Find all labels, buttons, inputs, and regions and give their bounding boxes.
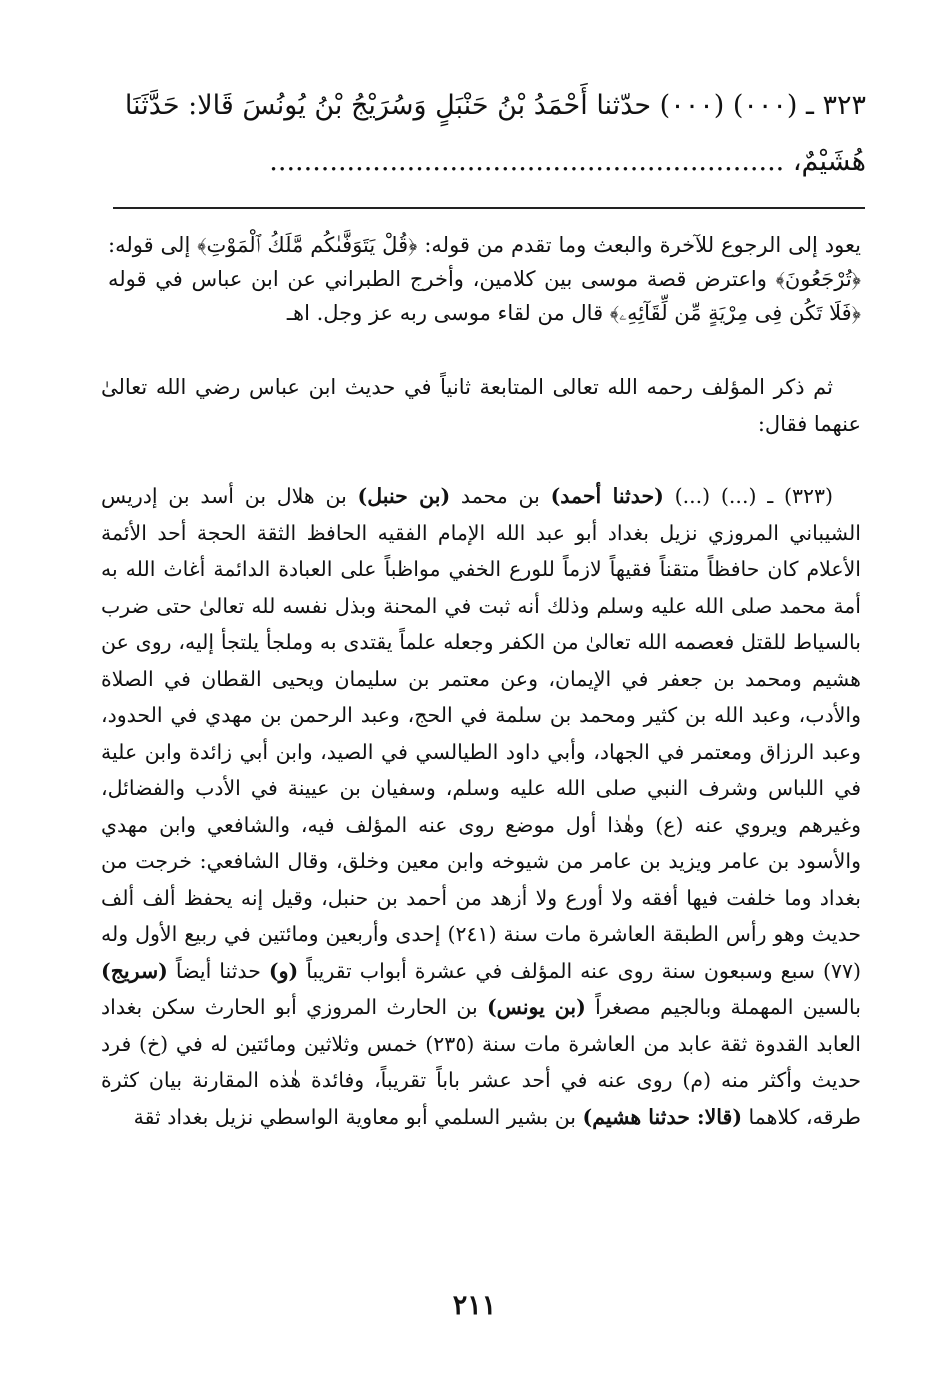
intro-text: ثم ذكر المؤلف رحمه الله تعالى المتابعة ثانياً في حديث ابن عباس رضي الله تعالىٰ عنهما فقال: xyxy=(101,375,861,436)
commentary-bold-qala-hushaim: (قالا: حدثنا هشيم) xyxy=(582,1104,743,1129)
commentary-bold-ibn-yunus: (بن يونس) xyxy=(486,995,586,1019)
commentary-bold-waw: (و) xyxy=(268,958,299,983)
commentary-paragraph xyxy=(101,478,861,1135)
footnote-separator xyxy=(113,207,865,209)
commentary-bold-ibn-hanbal: (بن حنبل) xyxy=(357,484,451,508)
page-number: ٢١١ xyxy=(452,1290,497,1321)
commentary-seg-7: بن بشير السلمي أبو معاوية الواسطي نزيل بغداد ثقة xyxy=(133,1104,583,1129)
commentary-seg-3: بن هلال بن أسد بن إدريس الشيباني المروزي نزيل بغداد أبو عبد الله الإمام الفقيه الحافظ الثقة الحجة أحد الأئمة الأعلام كان حافظاً متقناً فقيهاً لازماً للورع الخفي مواظباً على العبادة الدائمة أغاث الله به أمة محمد صلى الله عليه وسلم وذلك أنه ثبت في المحنة وبذل نفسه لله تعالىٰ حتى ضرب بالسياط للقتل فعصمه الله تعالىٰ من الكفر وجعله علماً يقتدى به وملجأ يلتجأ إليه، روى عن هشيم ومحمد بن جعفر في الإيمان، وعن معتمر بن سليمان ويحيى القطان في الصلاة والأدب، وعبد الله بن كثير ومحمد بن سلمة في الحج، وعبد الرحمن بن مهدي في الحدود، وعبد الرزاق ومعتمر في الجهاد، وأبي داود الطيالسي في الصيد، وابن أبي زائدة وابن علية في اللباس وشرف النبي صلى الله عليه وسلم، وسفيان بن عيينة في الأدب والفضائل، وغيرهم ويروي عنه (ع) وهٰذا أول موضع روى عنه المؤلف فيه، والشافعي وابن مهدي والأسود بن عامر ويزيد بن عامر من شيوخه وابن معين وخلق، وقال الشافعي: خرجت من بغداد وما خلفت فيها أفقه ولا أورع ولا أزهد من أحمد بن حنبل، وقيل إنه يحفظ ألف ألف حديث وهو رأس الطبقة العاشرة مات سنة (٢٤١) إحدى وأربعين ومائتين في ربيع الأول وله (٧٧) سبع وسبعون سنة روى عنه المؤلف في عشرة أبواب تقريباً xyxy=(101,484,862,983)
commentary-bold-suraij: (سريج) xyxy=(101,958,168,983)
commentary-seg-5: بالسين المهملة وبالجيم مصغراً xyxy=(585,995,862,1019)
intro-paragraph xyxy=(101,369,861,442)
hadith-line-2: هُشَيْمٌ، ............................................................ xyxy=(269,146,866,177)
commentary-bold-narrator-ahmad: (حدثنا أحمد) xyxy=(550,484,664,508)
hadith-line-1: ٣٢٣ ـ (٠٠٠) (٠٠٠) حدّثنا أَحْمَدُ بْنُ حَنْبَلٍ وَسُرَيْجُ بْنُ يُونُسَ قَالا: حَدَّثَنَا xyxy=(124,90,866,121)
commentary-seg-6: بن الحارث المروزي أبو الحارث سكن بغداد العابد القدوة ثقة عابد من العاشرة مات سنة (٢٣٥) خمس وثلاثين ومائتين له في (خ) فرد حديث وأكثر منه (م) روى عنه في أحد عشر باباً تقريباً، وفائدة هٰذه المقارنة بيان كثرة طرقه، كلاهما xyxy=(101,995,861,1129)
commentary-seg-1: (٣٢٣) ـ (...) (...) xyxy=(663,484,834,508)
commentary-seg-4: حدثنا أيضاً xyxy=(167,958,269,983)
hadith-text xyxy=(96,78,866,190)
footnote: يعود إلى الرجوع للآخرة والبعث وما تقدم من قوله: ﴿قُلْ يَتَوَفَّىٰكُم مَّلَكُ ٱلْمَوْتِ﴾ إلى قوله: ﴿تُرْجَعُونَ﴾ واعترض قصة موسى بين كلامين، وأخرج الطبراني عن ابن عباس في قوله ﴿فَلَا تَكُن فِى مِرْيَةٍ مِّن لِّقَآئِهِۦ﴾ قال من لقاء موسى ربه عز وجل. اهـ xyxy=(108,233,861,325)
commentary-seg-2: بن محمد xyxy=(450,484,551,508)
